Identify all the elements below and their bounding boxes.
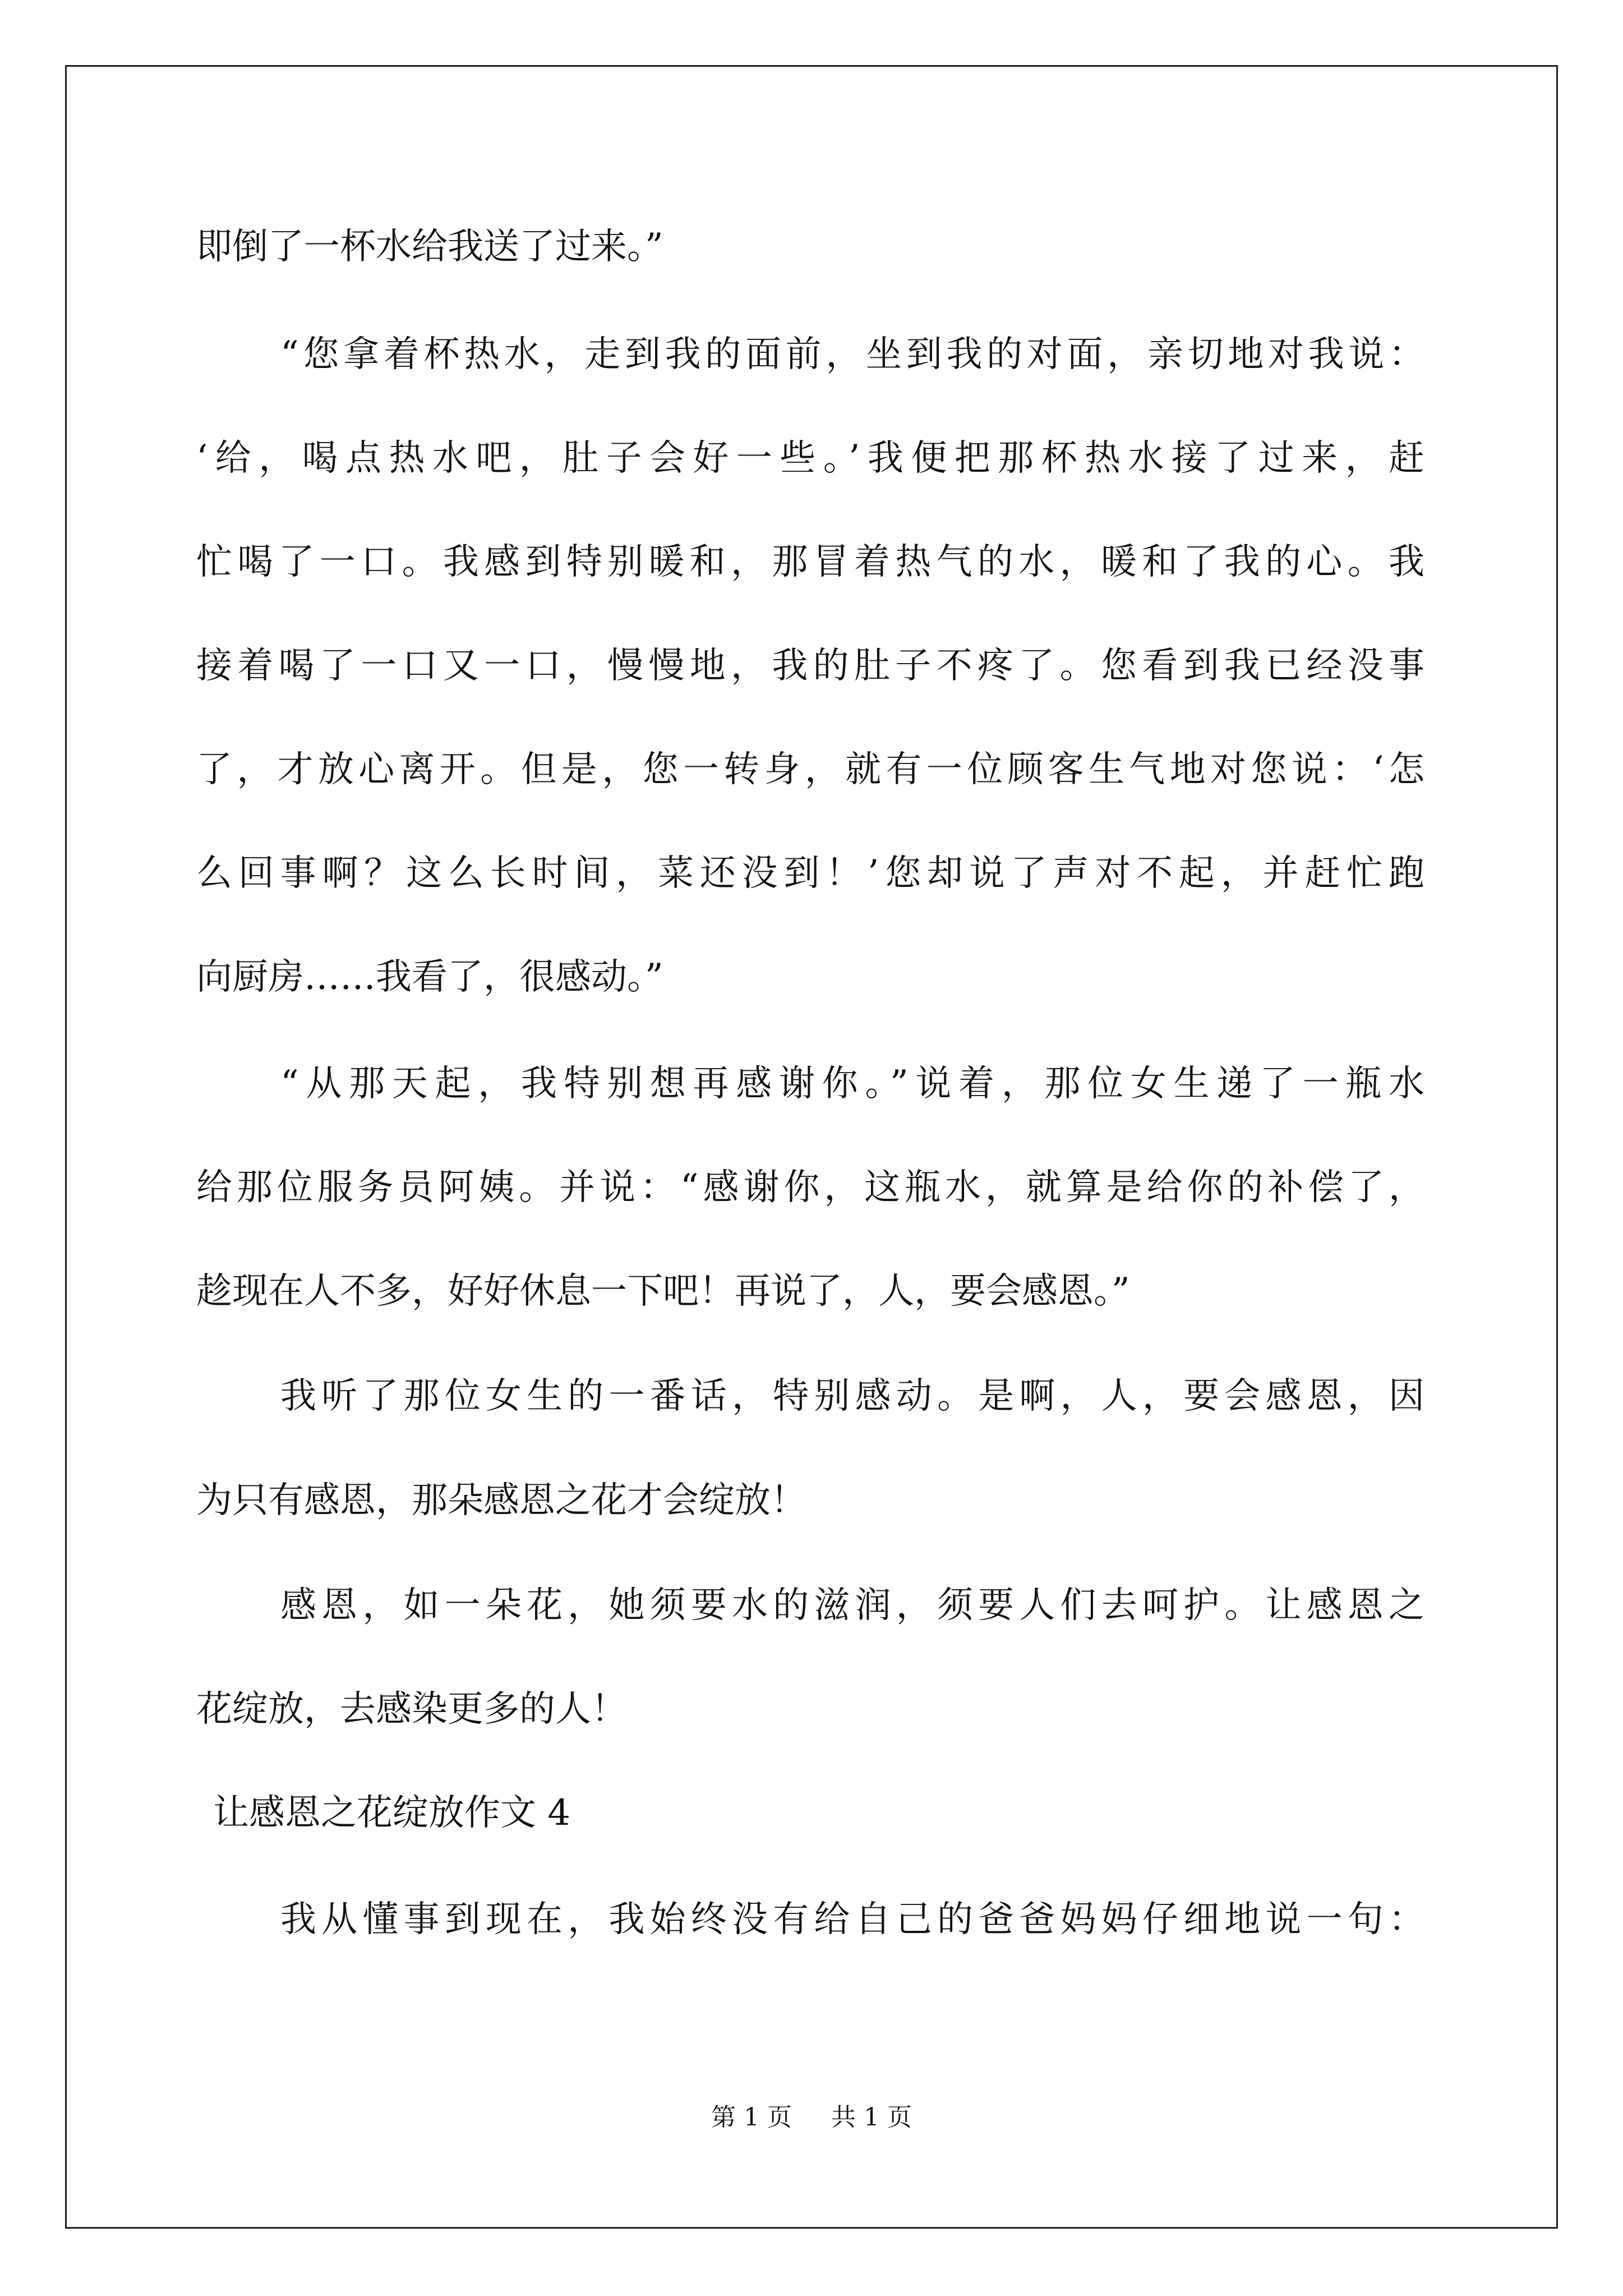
text-line: 我从懂事到现在，我始终没有给自己的爸爸妈妈仔细地说一句：: [280, 1899, 1424, 1940]
page-total: 共 1 页: [831, 2103, 912, 2132]
text-line: 为只有感恩，那朵感恩之花才会绽放！: [196, 1480, 806, 1521]
text-line: 感恩，如一朵花，她须要水的滋润，须要人们去呵护。让感恩之: [280, 1585, 1424, 1626]
text-line: 我听了那位女生的一番话，特别感动。是啊，人，要会感恩，因: [280, 1375, 1424, 1417]
text-line: “您拿着杯热水，走到我的面前，坐到我的对面，亲切地对我说：: [280, 334, 1424, 375]
text-line: 花绽放，去感染更多的人！: [196, 1688, 627, 1730]
text-line: 给那位服务员阿姨。并说：“感谢你，这瓶水，就算是给你的补偿了，: [196, 1167, 1424, 1208]
text-line: 趁现在人不多，好好休息一下吧！再说了，人，要会感恩。”: [196, 1271, 1130, 1312]
page-number: 第 1 页: [711, 2103, 792, 2132]
text-line: 向厨房……我看了，很感动。”: [196, 956, 663, 998]
text-line: 了，才放心离开。但是，您一转身，就有一位顾客生气地对您说：‘怎: [196, 749, 1424, 790]
text-line: ‘给，喝点热水吧，肚子会好一些。’我便把那杯热水接了过来，赶: [196, 438, 1424, 479]
page-footer: [0, 2105, 1623, 2130]
section-heading: 让感恩之花绽放作文 4: [213, 1792, 571, 1834]
text-line: 即倒了一杯水给我送了过来。”: [196, 226, 663, 268]
text-line: 接着喝了一口又一口，慢慢地，我的肚子不疼了。您看到我已经没事: [196, 645, 1424, 687]
text-line: 忙喝了一口。我感到特别暖和，那冒着热气的水，暖和了我的心。我: [196, 541, 1424, 583]
text-line: 么回事啊？这么长时间，菜还没到！’您却说了声对不起，并赶忙跑: [196, 853, 1424, 894]
text-line: “从那天起，我特别想再感谢你。”说着，那位女生递了一瓶水: [280, 1063, 1424, 1105]
